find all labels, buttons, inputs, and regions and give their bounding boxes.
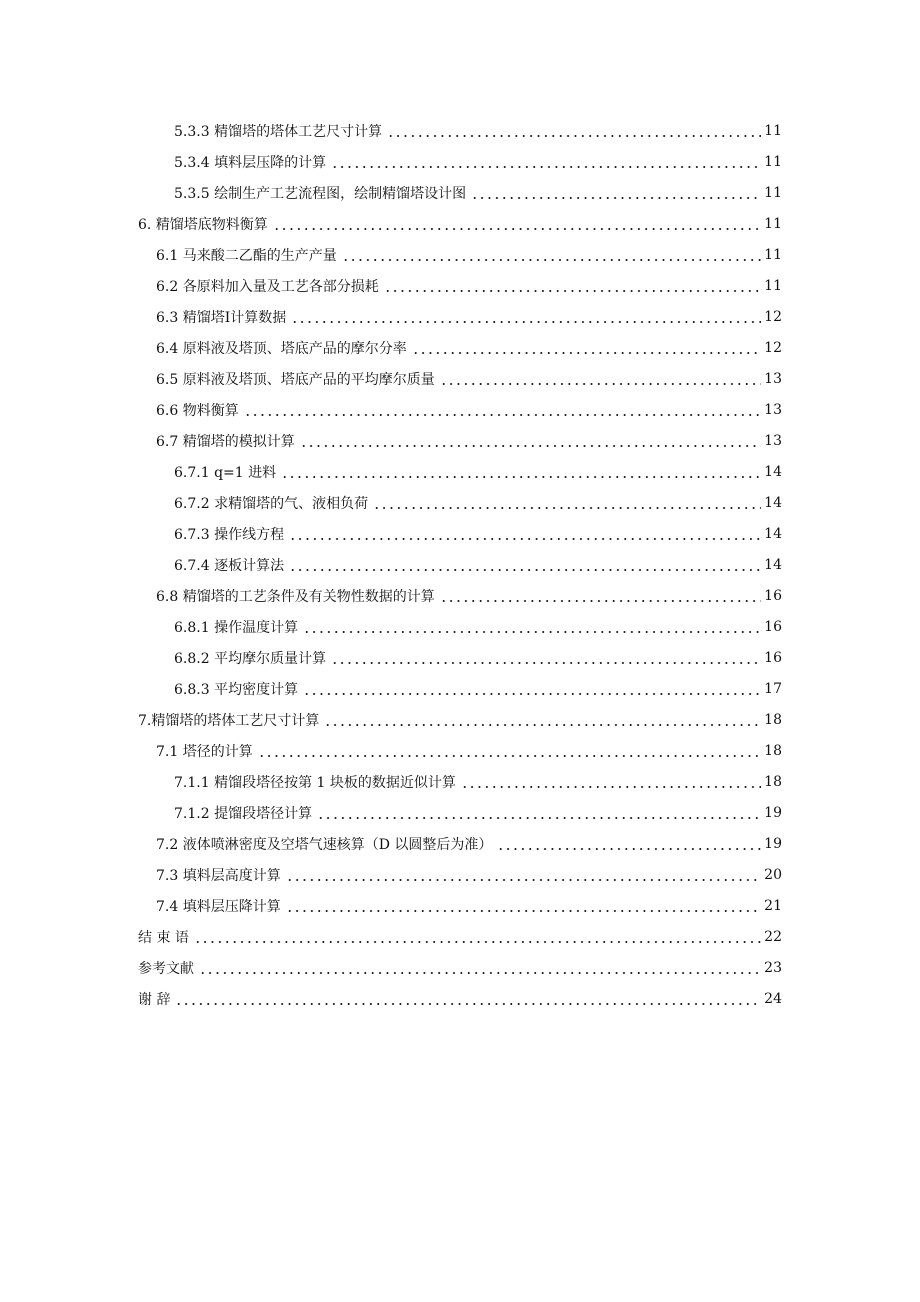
toc-entry[interactable] bbox=[0, 270, 920, 301]
toc-entry-page: 22 bbox=[764, 928, 782, 945]
toc-entry[interactable] bbox=[0, 673, 920, 704]
toc-entry-page: 11 bbox=[764, 277, 782, 294]
toc-entry-page: 11 bbox=[764, 153, 782, 170]
toc-dot-leader bbox=[286, 910, 761, 912]
toc-entry-title: 6.8 精馏塔的工艺条件及有关物性数据的计算 bbox=[156, 588, 435, 605]
toc-entry-title: 5.3.3 精馏塔的塔体工艺尺寸计算 bbox=[174, 123, 383, 140]
toc-dot-leader bbox=[303, 631, 761, 633]
toc-dot-leader bbox=[300, 445, 761, 447]
toc-entry-page: 13 bbox=[764, 401, 782, 418]
toc-entry-page: 17 bbox=[764, 680, 782, 697]
toc-entry-page: 11 bbox=[764, 246, 782, 263]
toc-entry-title: 6.7.3 操作线方程 bbox=[174, 526, 285, 543]
toc-dot-leader bbox=[342, 259, 761, 261]
toc-entry[interactable] bbox=[0, 208, 920, 239]
toc-entry[interactable] bbox=[0, 425, 920, 456]
toc-entry-page: 11 bbox=[764, 215, 782, 232]
toc-dot-leader bbox=[412, 352, 761, 354]
toc-entry[interactable] bbox=[0, 797, 920, 828]
toc-entry-title: 6.6 物料衡算 bbox=[156, 402, 239, 419]
toc-entry[interactable] bbox=[0, 301, 920, 332]
toc-entry[interactable] bbox=[0, 239, 920, 270]
toc-entry-title: 6. 精馏塔底物料衡算 bbox=[138, 216, 268, 233]
toc-entry-title: 5.3.4 填料层压降的计算 bbox=[174, 154, 327, 171]
toc-dot-leader bbox=[194, 941, 761, 943]
toc-entry[interactable] bbox=[0, 828, 920, 859]
toc-entry-page: 11 bbox=[764, 122, 782, 139]
toc-entry[interactable] bbox=[0, 177, 920, 208]
toc-dot-leader bbox=[324, 724, 761, 726]
toc-dot-leader bbox=[497, 848, 761, 850]
toc-dot-leader bbox=[317, 817, 761, 819]
toc-dot-leader bbox=[331, 662, 761, 664]
toc-entry-page: 14 bbox=[764, 556, 782, 573]
toc-entry-page: 13 bbox=[764, 370, 782, 387]
toc-entry-title: 6.3 精馏塔Ⅰ计算数据 bbox=[156, 309, 287, 326]
toc-entry[interactable] bbox=[0, 115, 920, 146]
toc-entry-title: 6.7 精馏塔的模拟计算 bbox=[156, 433, 295, 450]
toc-dot-leader bbox=[440, 383, 761, 385]
toc-dot-leader bbox=[373, 507, 761, 509]
toc-entry-page: 18 bbox=[764, 773, 782, 790]
toc-entry-page: 12 bbox=[764, 308, 782, 325]
toc-dot-leader bbox=[244, 414, 761, 416]
toc-dot-leader bbox=[289, 569, 761, 571]
toc-dot-leader bbox=[471, 197, 761, 199]
toc-entry-title: 6.7.4 逐板计算法 bbox=[174, 557, 285, 574]
toc-entry-page: 18 bbox=[764, 711, 782, 728]
toc-entry[interactable] bbox=[0, 487, 920, 518]
toc-entry-page: 24 bbox=[764, 990, 782, 1007]
toc-dot-leader bbox=[461, 786, 761, 788]
toc-entry-title: 7.2 液体喷淋密度及空塔气速核算（D 以圆整后为准） bbox=[156, 836, 493, 853]
toc-entry-page: 23 bbox=[764, 959, 782, 976]
toc-entry-page: 16 bbox=[764, 618, 782, 635]
toc-entry-title: 7.1 塔径的计算 bbox=[156, 743, 253, 760]
toc-dot-leader bbox=[303, 693, 761, 695]
toc-entry-page: 14 bbox=[764, 525, 782, 542]
toc-entry-title: 6.1 马来酸二乙酯的生产产量 bbox=[156, 247, 337, 264]
toc-dot-leader bbox=[175, 1003, 761, 1005]
toc-entry-page: 20 bbox=[764, 866, 782, 883]
toc-entry-title: 6.7.1 q=1 进料 bbox=[174, 464, 277, 481]
toc-entry[interactable] bbox=[0, 549, 920, 580]
toc-entry-title: 7.1.2 提馏段塔径计算 bbox=[174, 805, 313, 822]
toc-dot-leader bbox=[199, 972, 761, 974]
toc-entry-title: 7.1.1 精馏段塔径按第 1 块板的数据近似计算 bbox=[174, 774, 456, 791]
toc-entry-title: 6.8.1 操作温度计算 bbox=[174, 619, 299, 636]
toc-entry-page: 21 bbox=[764, 897, 782, 914]
table-of-contents bbox=[0, 115, 920, 1014]
toc-entry-title: 6.8.2 平均摩尔质量计算 bbox=[174, 650, 327, 667]
toc-entry[interactable] bbox=[0, 735, 920, 766]
toc-entry-title: 谢 辞 bbox=[138, 991, 171, 1008]
toc-entry-page: 19 bbox=[764, 835, 782, 852]
toc-dot-leader bbox=[387, 135, 761, 137]
toc-entry-page: 14 bbox=[764, 463, 782, 480]
toc-dot-leader bbox=[286, 879, 761, 881]
toc-entry[interactable] bbox=[0, 518, 920, 549]
toc-entry[interactable] bbox=[0, 952, 920, 983]
toc-entry[interactable] bbox=[0, 611, 920, 642]
toc-entry[interactable] bbox=[0, 394, 920, 425]
toc-entry[interactable] bbox=[0, 890, 920, 921]
toc-dot-leader bbox=[289, 538, 761, 540]
toc-entry-page: 11 bbox=[764, 184, 782, 201]
toc-entry[interactable] bbox=[0, 642, 920, 673]
toc-entry-title: 6.8.3 平均密度计算 bbox=[174, 681, 299, 698]
toc-entry-page: 16 bbox=[764, 587, 782, 604]
toc-entry[interactable] bbox=[0, 983, 920, 1014]
toc-entry[interactable] bbox=[0, 921, 920, 952]
toc-entry-page: 12 bbox=[764, 339, 782, 356]
toc-entry-title: 5.3.5 绘制生产工艺流程图，绘制精馏塔设计图 bbox=[174, 185, 467, 202]
toc-entry-title: 7.3 填料层高度计算 bbox=[156, 867, 281, 884]
toc-dot-leader bbox=[281, 476, 761, 478]
toc-entry-page: 19 bbox=[764, 804, 782, 821]
toc-entry-title: 6.2 各原料加入量及工艺各部分损耗 bbox=[156, 278, 379, 295]
toc-entry[interactable] bbox=[0, 146, 920, 177]
toc-entry[interactable] bbox=[0, 456, 920, 487]
toc-dot-leader bbox=[291, 321, 761, 323]
toc-dot-leader bbox=[384, 290, 761, 292]
toc-entry-title: 7.精馏塔的塔体工艺尺寸计算 bbox=[138, 712, 320, 729]
toc-entry-title: 参考文献 bbox=[138, 960, 194, 977]
toc-entry-page: 14 bbox=[764, 494, 782, 511]
toc-dot-leader bbox=[273, 228, 761, 230]
toc-entry[interactable] bbox=[0, 859, 920, 890]
toc-entry-title: 6.7.2 求精馏塔的气、液相负荷 bbox=[174, 495, 369, 512]
toc-entry-title: 6.5 原料液及塔顶、塔底产品的平均摩尔质量 bbox=[156, 371, 435, 388]
toc-entry[interactable] bbox=[0, 332, 920, 363]
toc-dot-leader bbox=[258, 755, 761, 757]
toc-dot-leader bbox=[331, 166, 761, 168]
toc-entry-page: 18 bbox=[764, 742, 782, 759]
toc-entry[interactable] bbox=[0, 704, 920, 735]
toc-entry-page: 13 bbox=[764, 432, 782, 449]
toc-entry-title: 结 束 语 bbox=[138, 929, 189, 946]
toc-dot-leader bbox=[440, 600, 761, 602]
toc-entry-title: 7.4 填料层压降计算 bbox=[156, 898, 281, 915]
toc-entry[interactable] bbox=[0, 363, 920, 394]
toc-entry-page: 16 bbox=[764, 649, 782, 666]
toc-entry[interactable] bbox=[0, 580, 920, 611]
toc-entry-title: 6.4 原料液及塔顶、塔底产品的摩尔分率 bbox=[156, 340, 407, 357]
toc-entry[interactable] bbox=[0, 766, 920, 797]
